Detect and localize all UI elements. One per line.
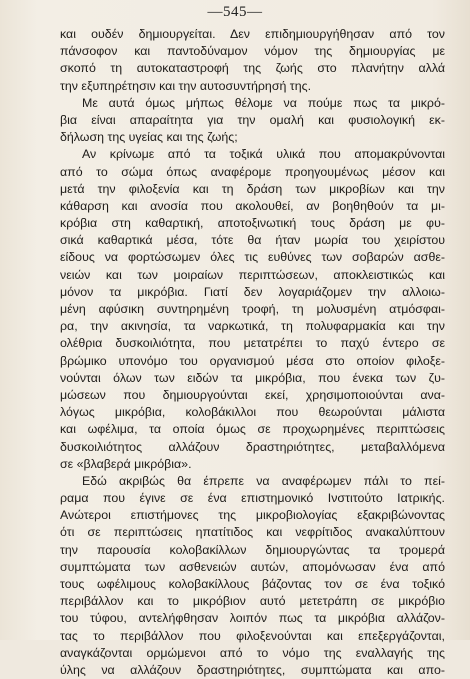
text-line: τας το περιβάλλον που φιλοξενούνται και επεξεργάζονται, [60,628,445,643]
text-line: Με αυτά όμως μήπως θέλομε να πούμε πως τα μικρό- [82,95,445,110]
text-line: και ουδέν δημιουργείται. Δεν επιδημιουργήθησαν από τον [60,27,445,41]
text-line: κρόβια στη καθαρτική, αποτοξινωτική τους δράση με φυ- [60,216,445,231]
text-line: ραμα που έγινε σε ένα επιστημονικό Ινστιτούτο Ιατρικής. [60,491,445,506]
text-line: είδους να φορτώσωμεν όλες τις ευθύνες των σοβαρών ασθε- [60,250,445,265]
text-line: την εξυπηρέτησιν και την αυτοσυντήρησή της. [60,78,312,93]
text-line: από το σώμα όπως αναφέρομε προηγουμένως μέσον και [60,164,445,179]
text-line: ρα, την ακινησία, τα ναρκωτικά, τη πολυφαρμακία και την [60,319,445,334]
text-line: Αν κρίνωμε από τα τοξικά υλικά που απομακρύνονται [82,147,445,162]
text-line: νειών και των μοιραίων περιπτώσεων, αποκλειστικώς και [60,267,445,282]
text-line: του τύφου, αντελήφθησαν λοιπόν πως τα μικρόβια αλλάζον- [60,611,445,626]
text-line: και ωφέλιμα, τα οποία όμως σε προχωρημένες περιπτώσεις [60,422,445,437]
text-line: δυσκοιλιότητος αλλάζουν δραστηριότητες, μεταβαλλόμενα [60,439,445,454]
body-text [60,26,445,679]
text-line: Εδώ ακριβώς θα έπρεπε να αναφέρωμεν πάλι το πεί- [82,473,445,488]
text-line: μόνον τα μικρόβια. Γιατί δεν λογαριάζομεν την αλλοιω- [60,284,445,299]
text-line: μώσεων που δημιουργούνται εκεί, χρησιμοποιούνται ανα- [60,387,445,402]
text-line: κάθαρση και ανοσία που ακολουθεί, αν βοηθηθούν τα μι- [60,198,445,213]
text-line: νούνται όλων των ειδών τα μικρόβια, που ένεκα των ζυ- [60,370,445,385]
text-line: σικά καθαρτικά μέσα, τότε θα ήταν μωρία του χειρίστου [60,233,445,248]
text-line: αναγκάζονται ορμώμενοι από το νόμο της εναλλαγής της [60,645,445,660]
text-line: περιβάλλον και το μικρόβιον αυτό μετετράπη σε μικρόβιο [60,594,445,609]
text-line: σκοπό τη αυτοκαταστροφή της ζωής στο πλανήτην αλλά [60,61,445,76]
text-line: ύλης να αλλάζουν δραστηριότητες, συμπτώματα και απο- [60,662,445,677]
text-line: λόγως μικρόβια, κολοβάκιλλοι που θεωρούνται μάλιστα [60,405,445,420]
text-line: μετά την φιλοξενία και τη δράση των μικροβίων και την [60,181,445,196]
text-line: συμπτώματα των ασθενειών αυτών, απομόνωσαν ένα από [60,559,445,574]
text-line: τους ωφέλιμους κολοβακίλλους βάζοντας τον σε ένα τοξικό [60,577,445,591]
text-line: ότι σε περιπτώσεις ηπατίτιδος και νεφρίτιδος ανακαλύπτουν [60,525,445,540]
text-line: δήλωση της υγείας και της ζωής; [60,130,238,145]
text-line: βρώμικο υπονόμο του οργανισμού μέσα στο οποίον φιλοξε- [60,353,445,368]
page-number: —545— [207,4,263,20]
text-line: Ανώτεροι επιστήμονες της μικροβιολογίας εξακριβώνοντας [60,508,445,523]
text-line: βια είναι απαραίτητα για την ομαλή και φυσιολογική εκ- [60,112,445,127]
text-line: πάνσοφον και παντοδύναμον νόμον της δημιουργίας με [60,44,445,59]
text-line: την παρουσία κολοβακίλλων δημιουργώντας τα τρομερά [60,542,445,557]
text-line: ολέθρια δυσκοιλιότητα, που μετατρέπει το παχύ έντερο σε [60,336,445,351]
text-line: σε «βλαβερά μικρόβια». [60,456,192,471]
text-line: μένη αφύσικη συντηρημένη τροφή, τη μολυσμένη ατμόσφαι- [60,302,445,316]
